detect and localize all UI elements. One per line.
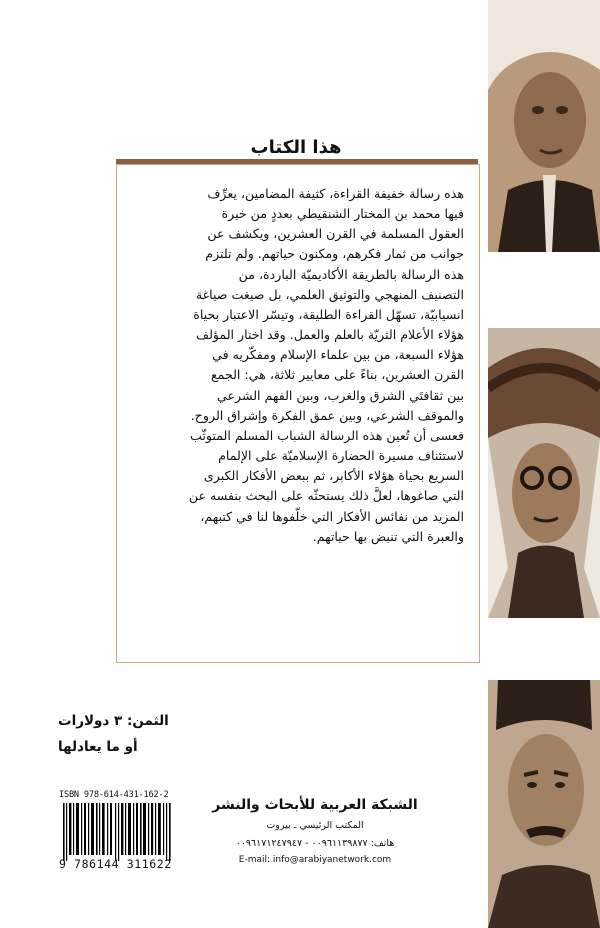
synopsis-line: هذه رسالة خفيفة القراءة، كثيفة المضامين، يعرِّف: [207, 186, 464, 201]
publisher-name: الشبكة العربية للأبحاث والنشر: [212, 797, 418, 813]
synopsis-line: فعسى أن تُعين هذه الرسالة الشباب المسلم المتوثّب: [190, 427, 464, 443]
synopsis-line: هؤلاء السبعة، من بين علماء الإسلام ومفكّريه في: [212, 347, 464, 363]
synopsis-line: المزيد من نفائس الأفكار التي خلّفوها لنا في كتبهم،: [200, 508, 464, 524]
synopsis-line: هؤلاء الأعلام الثريّة بالعلم والعمل. وقد اختار المؤلف: [196, 327, 464, 343]
barcode-bars: [63, 803, 173, 861]
synopsis-line: التي صاغوها، لعلَّ ذلك يستحثّه على البحث بنفسه عن: [188, 488, 464, 504]
portrait-strip: [488, 0, 600, 928]
publisher-block: [205, 797, 425, 865]
barcode-number: 9 786144 311622: [59, 857, 172, 871]
synopsis-line: والموقف الشرعي، وبين عمق الفكرة وإشراق الروح.: [190, 407, 464, 423]
price-label: الثمن: ٣ دولارات: [58, 713, 169, 729]
synopsis-line: لاستئناف مسيرة الحضارة الإسلاميّة على الإلمام: [218, 448, 464, 464]
synopsis-line: العقول المسلمة في القرن العشرين، ويكشف عن: [207, 226, 464, 242]
publisher-email: E-mail: info@arabiyanetwork.com: [238, 855, 392, 865]
synopsis-text: [132, 184, 464, 547]
synopsis-line: فيها محمد بن المختار الشنقيطي بعددٍ من خيرة: [221, 206, 464, 222]
section-heading: هذا الكتاب: [250, 137, 342, 158]
synopsis-line: انسيابيّة، تسهّل القراءة الطليقة، وتيسّر الاعتبار بحياة: [193, 306, 464, 322]
price-block: [58, 713, 169, 765]
synopsis-line: والعبرة التي تنبض بها حياتهم.: [312, 528, 464, 544]
synopsis-line: جوانب من ثمار فكرهم، ومكنون حياتهم. ولم تلتزم: [205, 246, 464, 262]
publisher-phone: هاتف: ٠٠٩٦١١٣٩٨٧٧ - ٠٠٩٦١٧١٢٤٧٩٤٧: [235, 838, 395, 849]
synopsis-line: هذه الرسالة بالطريقة الأكاديميّة الباردة، من: [238, 266, 464, 282]
synopsis-line: بين ثقافتَي الشرق والغرب، وبين الفهم الشرعي: [217, 387, 464, 403]
synopsis-line: التصنيف المنهجي والتوثيق العلمي، بل صيغت صياغة: [195, 286, 464, 302]
portrait-middle: [488, 328, 600, 618]
isbn-barcode: [59, 790, 175, 880]
price-equivalent: أو ما يعادلها: [58, 739, 138, 755]
isbn-label: ISBN 978-614-431-162-2: [59, 790, 169, 800]
synopsis-line: القرن العشرين، بناءً على معايير ثلاثة، هي: الجمع: [210, 367, 464, 383]
synopsis-line: السريع بحياة هؤلاء الأكابر، ثم ببعض الأفكار الكبرى: [203, 468, 464, 484]
publisher-office: المكتب الرئيسي ـ بيروت: [266, 820, 364, 831]
portrait-bottom: [488, 680, 600, 928]
portrait-top: [488, 0, 600, 252]
